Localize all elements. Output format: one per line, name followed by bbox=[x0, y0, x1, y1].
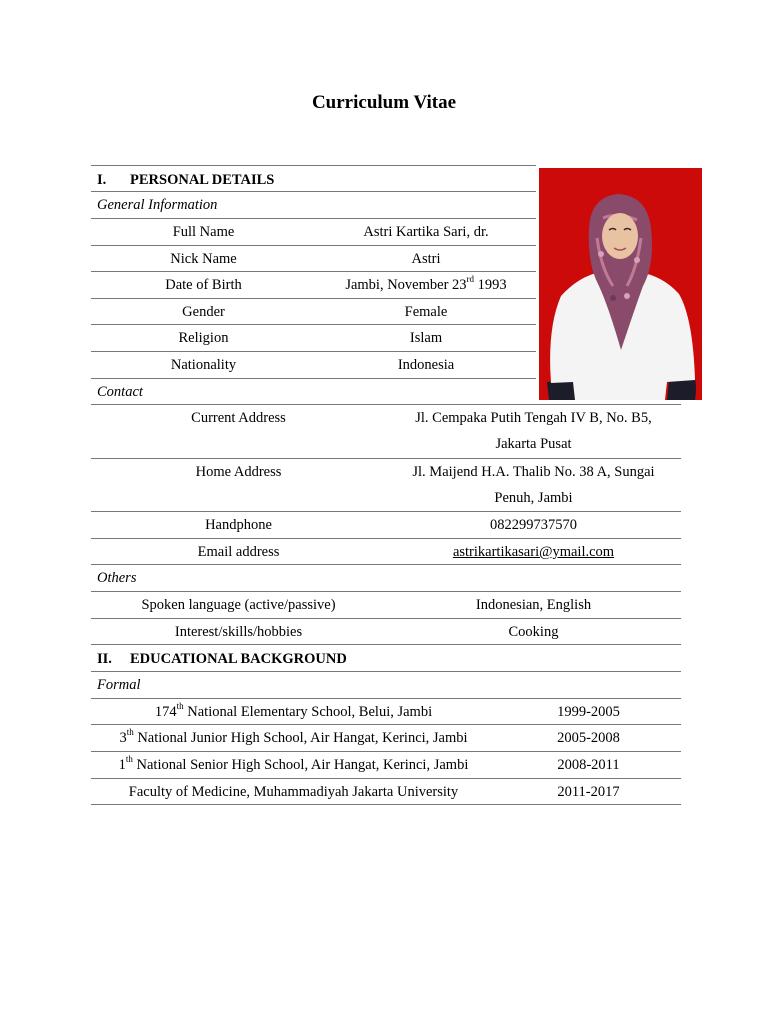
table-bottom-border bbox=[91, 804, 681, 805]
general-row bbox=[91, 324, 536, 346]
email-link[interactable]: astrikartikasari@ymail.com bbox=[452, 544, 615, 560]
row-label: Religion bbox=[178, 330, 229, 346]
row-value-line2: Penuh, Jambi bbox=[494, 490, 573, 506]
row-label: Current Address bbox=[191, 410, 286, 426]
section-title: PERSONAL DETAILS bbox=[130, 172, 275, 188]
row-value-line1: Jl. Cempaka Putih Tengah IV B, No. B5, bbox=[415, 410, 652, 426]
row-value: Indonesian, English bbox=[475, 597, 592, 613]
contact-row-email bbox=[91, 538, 681, 560]
subheading-contact: Contact bbox=[91, 378, 536, 379]
general-row bbox=[91, 245, 536, 267]
school-name: Faculty of Medicine, Muhammadiyah Jakarta University bbox=[128, 784, 459, 800]
row-label: Full Name bbox=[172, 224, 235, 240]
row-value-line2: Jakarta Pusat bbox=[495, 436, 572, 452]
row-label: Interest/skills/hobbies bbox=[174, 624, 303, 640]
general-row bbox=[91, 218, 536, 240]
others-row bbox=[91, 591, 681, 613]
row-value: Jambi, November 23rd 1993 bbox=[345, 274, 507, 293]
section-number: II. bbox=[97, 651, 112, 667]
others-row bbox=[91, 618, 681, 640]
row-value: Islam bbox=[409, 330, 443, 346]
school-name: 174th National Elementary School, Belui, Jambi bbox=[154, 701, 433, 720]
row-label: Home Address bbox=[195, 464, 282, 480]
school-years: 2011-2017 bbox=[557, 784, 620, 800]
row-label: Nationality bbox=[170, 357, 237, 373]
profile-photo bbox=[539, 168, 702, 400]
education-row bbox=[91, 724, 681, 746]
education-row bbox=[91, 698, 681, 720]
section-educational-background bbox=[91, 644, 681, 667]
school-name: 3th National Junior High School, Air Hangat, Kerinci, Jambi bbox=[119, 727, 468, 746]
row-label: Spoken language (active/passive) bbox=[141, 597, 336, 613]
general-row bbox=[91, 298, 536, 320]
row-value: Female bbox=[404, 304, 448, 320]
row-value: Astri Kartika Sari, dr. bbox=[363, 224, 489, 240]
row-value: Cooking bbox=[508, 624, 559, 640]
general-row bbox=[91, 351, 536, 373]
row-value-line1: Jl. Maijend H.A. Thalib No. 38 A, Sungai bbox=[412, 464, 655, 480]
page-title: Curriculum Vitae bbox=[311, 92, 457, 113]
row-label: Gender bbox=[182, 304, 225, 320]
subheading-formal: Formal bbox=[91, 671, 681, 672]
contact-row-current-address bbox=[91, 404, 681, 452]
school-years: 2005-2008 bbox=[557, 730, 620, 746]
row-label: Handphone bbox=[205, 517, 272, 533]
contact-row-home-address bbox=[91, 458, 681, 506]
row-value: Indonesia bbox=[397, 357, 455, 373]
school-years: 1999-2005 bbox=[557, 704, 620, 720]
row-label: Nick Name bbox=[170, 251, 237, 267]
general-row bbox=[91, 271, 536, 293]
row-label: Date of Birth bbox=[165, 277, 242, 293]
education-row bbox=[91, 751, 681, 773]
subheading-general-information: General Information bbox=[91, 191, 536, 192]
contact-row-handphone bbox=[91, 511, 681, 533]
school-name: 1th National Senior High School, Air Hangat, Kerinci, Jambi bbox=[118, 754, 469, 773]
section-title: EDUCATIONAL BACKGROUND bbox=[130, 651, 347, 667]
row-value: 082299737570 bbox=[490, 517, 577, 533]
school-years: 2008-2011 bbox=[557, 757, 620, 773]
subheading-others: Others bbox=[91, 564, 681, 565]
education-row bbox=[91, 778, 681, 800]
row-value: Astri bbox=[411, 251, 441, 267]
section-number: I. bbox=[97, 172, 107, 188]
section-personal-details bbox=[91, 165, 536, 188]
row-label: Email address bbox=[197, 544, 280, 560]
